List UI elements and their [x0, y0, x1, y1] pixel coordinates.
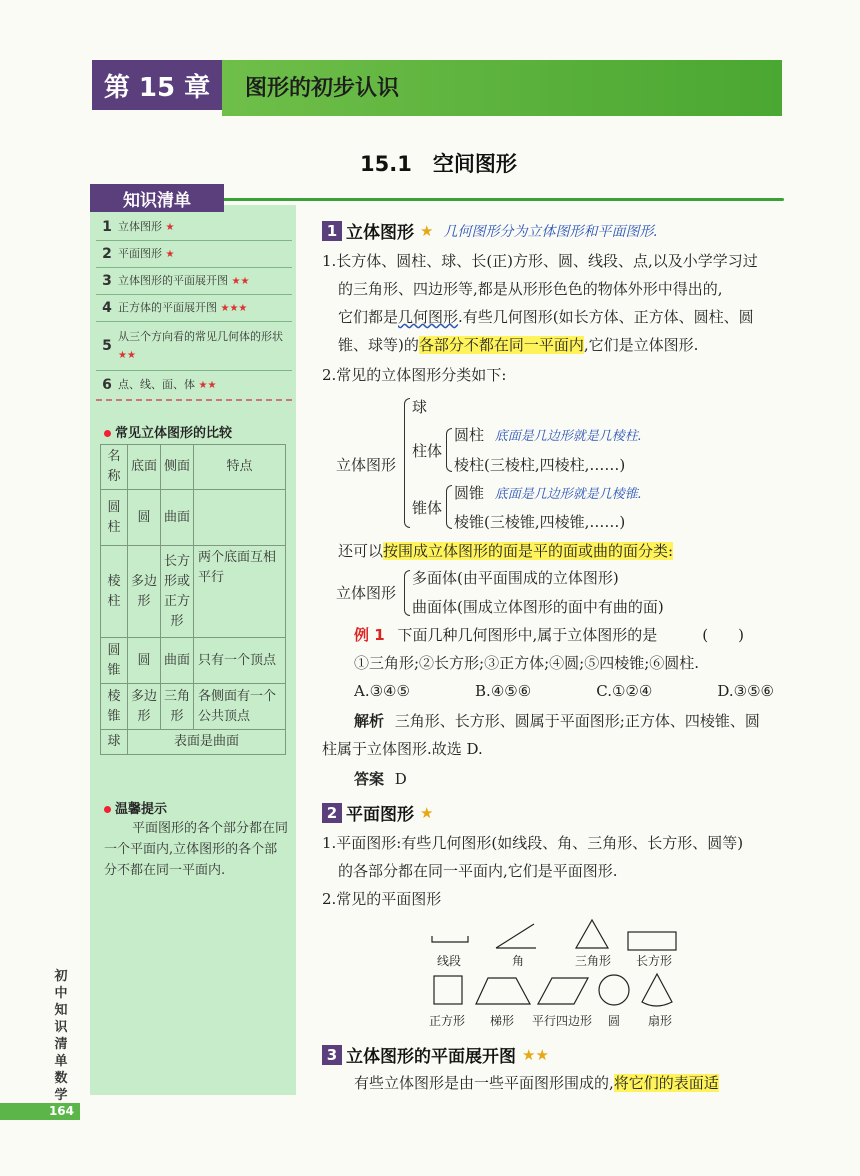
list-item-label: 从三个方向看的常见几何体的形状	[118, 329, 283, 343]
table-cell: 长方形或正方形	[161, 546, 194, 638]
table-cell: 两个底面互相平行	[194, 546, 286, 638]
segment-shape	[432, 936, 468, 942]
knowledge-list-tab: 知识清单	[90, 184, 224, 212]
tree-leaf: 圆锥 底面是几边形就是几棱锥.	[454, 484, 642, 502]
star-icon: ★★★	[220, 302, 248, 314]
table-cell: 表面是曲面	[128, 730, 286, 755]
answer-label: 答案	[354, 770, 385, 788]
handwritten-note: 几何图形分为立体图形和平面图形.	[443, 223, 658, 240]
choice: B.④⑤⑥	[475, 682, 532, 700]
paragraph-line: 还可以按围成立体图形的面是平的面或曲的面分类:	[338, 542, 674, 560]
triangle-shape	[576, 920, 608, 948]
table-cell: 球	[101, 730, 128, 755]
table-cell: 圆柱	[101, 490, 128, 546]
table-header: 侧面	[161, 445, 194, 490]
table-header: 特点	[194, 445, 286, 490]
tree-node: 柱体	[412, 442, 443, 460]
star-icon: ★	[420, 221, 434, 240]
square-shape	[434, 976, 462, 1004]
paragraph-line: 1.平面图形:有些几何图形(如线段、角、三角形、长方形、圆等)	[322, 834, 744, 852]
tree-leaf: 多面体(由平面围成的立体图形)	[412, 569, 619, 587]
shape-label: 梯形	[489, 1014, 514, 1028]
table-cell: 多边形	[128, 684, 161, 730]
table-row	[101, 638, 286, 684]
example-options: ①三角形;②长方形;③正方体;④圆;⑤四棱锥;⑥圆柱.	[354, 654, 700, 672]
subsection-3-title: 3 立体图形的平面展开图 ★★	[322, 1042, 549, 1067]
tree-leaf: 圆柱 底面是几边形就是几棱柱.	[454, 426, 642, 444]
shape-label: 正方形	[428, 1014, 465, 1028]
shape-label: 扇形	[647, 1014, 672, 1028]
paragraph-line: 有些立体图形是由一些平面图形围成的,将它们的表面适	[354, 1074, 719, 1092]
table-row	[101, 730, 286, 755]
page-number: 164	[0, 1103, 80, 1120]
list-item-label: 立体图形的平面展开图	[118, 273, 228, 287]
table-cell: 三角形	[161, 684, 194, 730]
table-cell: 圆锥	[101, 638, 128, 684]
angle-shape	[496, 924, 536, 948]
highlighted-text: 将它们的表面适	[613, 1074, 719, 1092]
shape-label: 圆	[607, 1014, 620, 1028]
list-item-label: 平面图形	[118, 246, 162, 260]
list-item-number: 3	[102, 273, 112, 289]
list-item	[96, 214, 292, 241]
table-cell: 棱锥	[101, 684, 128, 730]
shape-label: 角	[511, 954, 524, 968]
chapter-title: 图形的初步认识	[245, 76, 400, 101]
paragraph-line: 2.常见的平面图形	[322, 890, 442, 908]
brace	[446, 485, 452, 529]
paragraph-line: 的三角形、四边形等,都是从形形色色的物体外形中得出的,	[338, 280, 723, 298]
list-item	[96, 268, 292, 295]
example-question: 例 1 下面几种几何图形中,属于立体图形的是 ( )	[354, 626, 744, 644]
tree-node: 球	[412, 398, 428, 416]
paragraph-line: 它们都是几何图形.有些几何图形(如长方体、正方体、圆柱、圆	[338, 308, 754, 326]
shape-label: 三角形	[574, 954, 611, 968]
highlighted-text: 各部分不都在同一平面内	[418, 336, 584, 354]
star-icon: ★	[420, 803, 434, 822]
subsection-number: 2	[322, 803, 342, 823]
table-header: 名称	[101, 445, 128, 490]
table-row	[101, 445, 286, 490]
brace	[404, 570, 410, 616]
list-item-number: 5	[102, 338, 112, 354]
list-item-number: 6	[102, 377, 112, 393]
shape-label: 线段	[436, 954, 461, 968]
paragraph-line: 2.常见的立体图形分类如下:	[322, 366, 507, 384]
table-cell: 各侧面有一个公共顶点	[194, 684, 286, 730]
paragraph-line: 1.长方体、圆柱、球、长(正)方形、圆、线段、点,以及小学学习过	[322, 252, 758, 270]
subsection-number: 3	[322, 1045, 342, 1065]
star-icon: ★★	[118, 349, 136, 361]
table-cell: 曲面	[161, 638, 194, 684]
circle-shape	[599, 975, 629, 1005]
subsection-2-title: 2 平面图形 ★	[322, 800, 433, 825]
paragraph-line: 的各部分都在同一平面内,它们是平面图形.	[338, 862, 618, 880]
vertical-book-label: 初中知识清单 数学	[54, 969, 68, 1103]
tree-leaf: 棱柱(三棱柱,四棱柱,……)	[454, 456, 626, 474]
star-icon: ★	[165, 248, 175, 260]
analysis-label: 解析	[354, 712, 385, 730]
table-row	[101, 546, 286, 638]
table-cell: 圆	[128, 638, 161, 684]
sector-shape	[642, 974, 672, 1006]
table-header: 底面	[128, 445, 161, 490]
star-icon: ★	[165, 221, 175, 233]
bullet-dot-icon	[104, 806, 111, 813]
table-cell	[194, 490, 286, 546]
table-cell: 棱柱	[101, 546, 128, 638]
tip-title: 温馨提示	[104, 798, 167, 817]
trapezoid-shape	[476, 978, 530, 1004]
section-title: 15.1 空间图形	[360, 152, 517, 176]
tree-leaf: 棱锥(三棱锥,四棱锥,……)	[454, 513, 626, 531]
list-item-number: 1	[102, 219, 112, 235]
table-cell: 多边形	[128, 546, 161, 638]
choice: D.③⑤⑥	[717, 682, 774, 700]
example-label: 例 1	[354, 626, 385, 644]
table-cell: 曲面	[161, 490, 194, 546]
handwritten-note: 底面是几边形就是几棱锥.	[494, 487, 642, 502]
divider-line	[224, 198, 784, 201]
answer-line: 答案 D	[354, 770, 407, 788]
list-item-number: 4	[102, 300, 112, 316]
list-item	[96, 371, 292, 401]
rectangle-shape	[628, 932, 676, 950]
brace	[404, 398, 410, 528]
list-item	[96, 322, 292, 371]
list-item-number: 2	[102, 246, 112, 262]
tree-node: 锥体	[412, 499, 443, 517]
table-cell: 只有一个顶点	[194, 638, 286, 684]
list-item-label: 正方体的平面展开图	[118, 300, 217, 314]
subsection-number: 1	[322, 221, 342, 241]
analysis-line: 柱属于立体图形.故选 D.	[322, 740, 483, 758]
comparison-table	[100, 444, 286, 755]
brace	[446, 428, 452, 472]
star-icon: ★★	[198, 379, 217, 391]
choice: C.①②④	[596, 682, 653, 700]
wavy-underlined-term: 几何图形	[398, 308, 459, 326]
star-icon: ★★	[522, 1045, 549, 1064]
shape-label: 平行四边形	[531, 1014, 592, 1028]
chapter-number: 第 15 章	[92, 60, 222, 110]
highlighted-text: 按围成立体图形的面是平的面或曲的面分类:	[383, 542, 674, 560]
list-item	[96, 241, 292, 268]
example-choices	[354, 678, 774, 705]
analysis-line: 解析 三角形、长方形、圆属于平面图形;正方体、四棱锥、圆	[354, 712, 760, 730]
list-item-label: 点、线、面、体	[118, 377, 195, 391]
table-row	[101, 490, 286, 546]
table-cell: 圆	[128, 490, 161, 546]
tree-leaf: 曲面体(围成立体图形的面中有曲的面)	[412, 598, 664, 616]
star-icon: ★★	[231, 275, 250, 287]
list-item	[96, 295, 292, 322]
tree-root: 立体图形	[336, 584, 397, 602]
shape-label: 长方形	[635, 954, 672, 968]
choice: A.③④⑤	[354, 682, 410, 700]
bullet-dot-icon	[104, 430, 111, 437]
parallelogram-shape	[538, 978, 588, 1004]
tree-root: 立体图形	[336, 456, 397, 474]
paragraph-line: 锥、球等)的各部分不都在同一平面内,它们是立体图形.	[338, 336, 699, 354]
subsection-1-title: 1 立体图形 ★ 几何图形分为立体图形和平面图形.	[322, 218, 658, 243]
compare-title: 常见立体图形的比较	[104, 422, 232, 441]
list-item-label: 立体图形	[118, 219, 162, 233]
table-row	[101, 684, 286, 730]
handwritten-note: 底面是几边形就是几棱柱.	[494, 429, 642, 444]
tip-body: 平面图形的各个部分都在同一个平面内,立体图形的各个部分不都在同一平面内.	[104, 821, 289, 878]
